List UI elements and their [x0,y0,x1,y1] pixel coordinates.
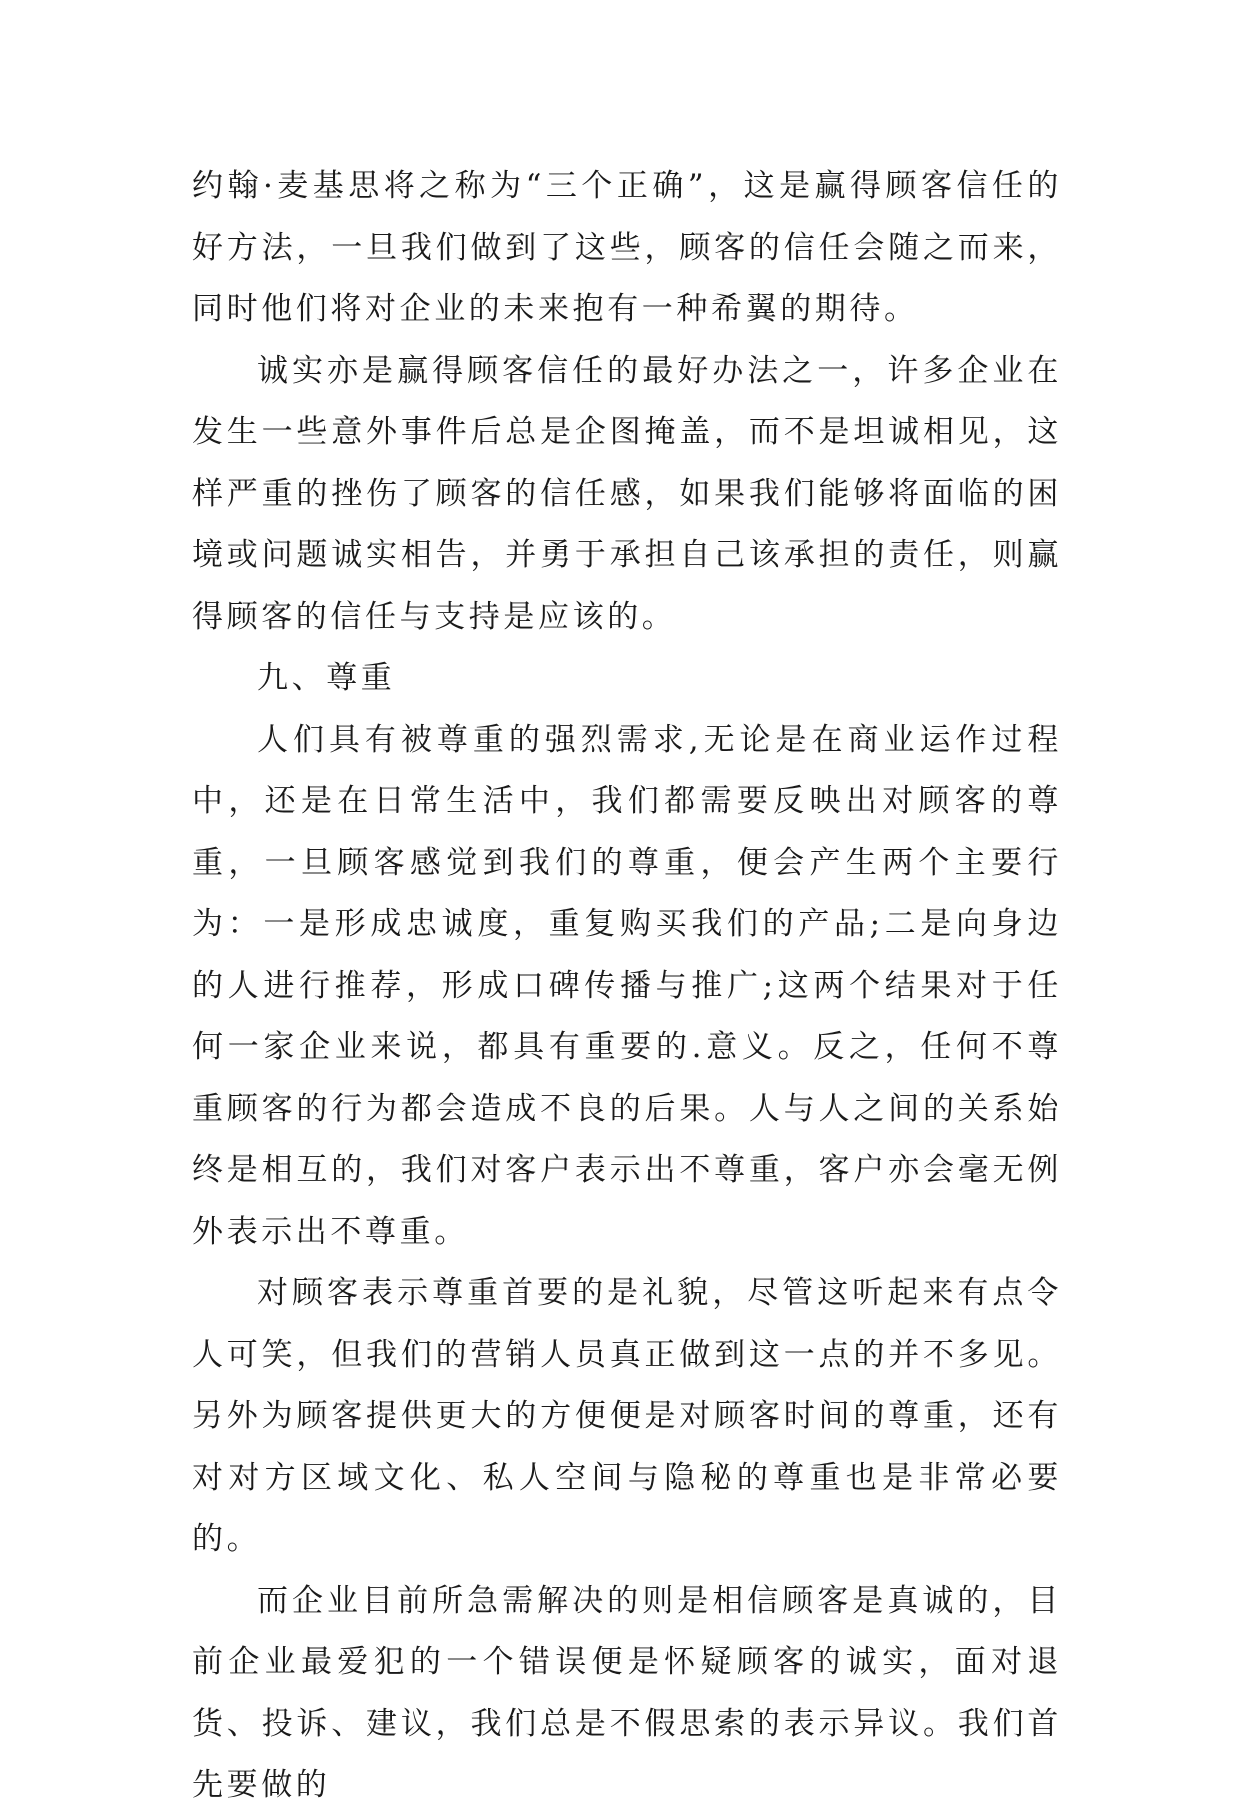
paragraph-believe-customers: 而企业目前所急需解决的则是相信顾客是真诚的，目前企业最爱犯的一个错误便是怀疑顾客的诚实，面对退货、投诉、建议，我们总是不假思索的表示异议。我们首先要做的 [192,1582,1062,1803]
paragraph-respect-needs: 人们具有被尊重的强烈需求,无论是在商业运作过程中，还是在日常生活中，我们都需要反映出对顾客的尊重，一旦顾客感觉到我们的尊重，便会产生两个主要行为：一是形成忠诚度，重复购买我们的产品;二是向身边的人进行推荐，形成口碑传播与推广;这两个结果对于任何一家企业来说，都具有重要的.意义。反之，任何不尊重顾客的行为都会造成不良的后果。人与人之间的关系始终是相互的，我们对客户表示出不尊重，客户亦会毫无例外表示出不尊重。 [192,721,1062,1250]
paragraph-honesty: 诚实亦是赢得顾客信任的最好办法之一，许多企业在发生一些意外事件后总是企图掩盖，而不是坦诚相见，这样严重的挫伤了顾客的信任感，如果我们能够将面临的困境或问题诚实相告，并勇于承担自己该承担的责任，则赢得顾客的信任与支持是应该的。 [192,352,1062,635]
paragraph-courtesy: 对顾客表示尊重首要的是礼貌，尽管这听起来有点令人可笑，但我们的营销人员真正做到这一点的并不多见。另外为顾客提供更大的方便便是对顾客时间的尊重，还有对对方区域文化、私人空间与隐秘的尊重也是非常必要的。 [192,1275,1062,1557]
document-body [192,156,1062,1817]
section-heading-respect: 九、尊重 [257,660,396,696]
paragraph-trust-three-rights: 约翰·麦基思将之称为“三个正确”，这是赢得顾客信任的好方法，一旦我们做到了这些，顾客的信任会随之而来，同时他们将对企业的未来抱有一种希翼的期待。 [192,168,1062,327]
